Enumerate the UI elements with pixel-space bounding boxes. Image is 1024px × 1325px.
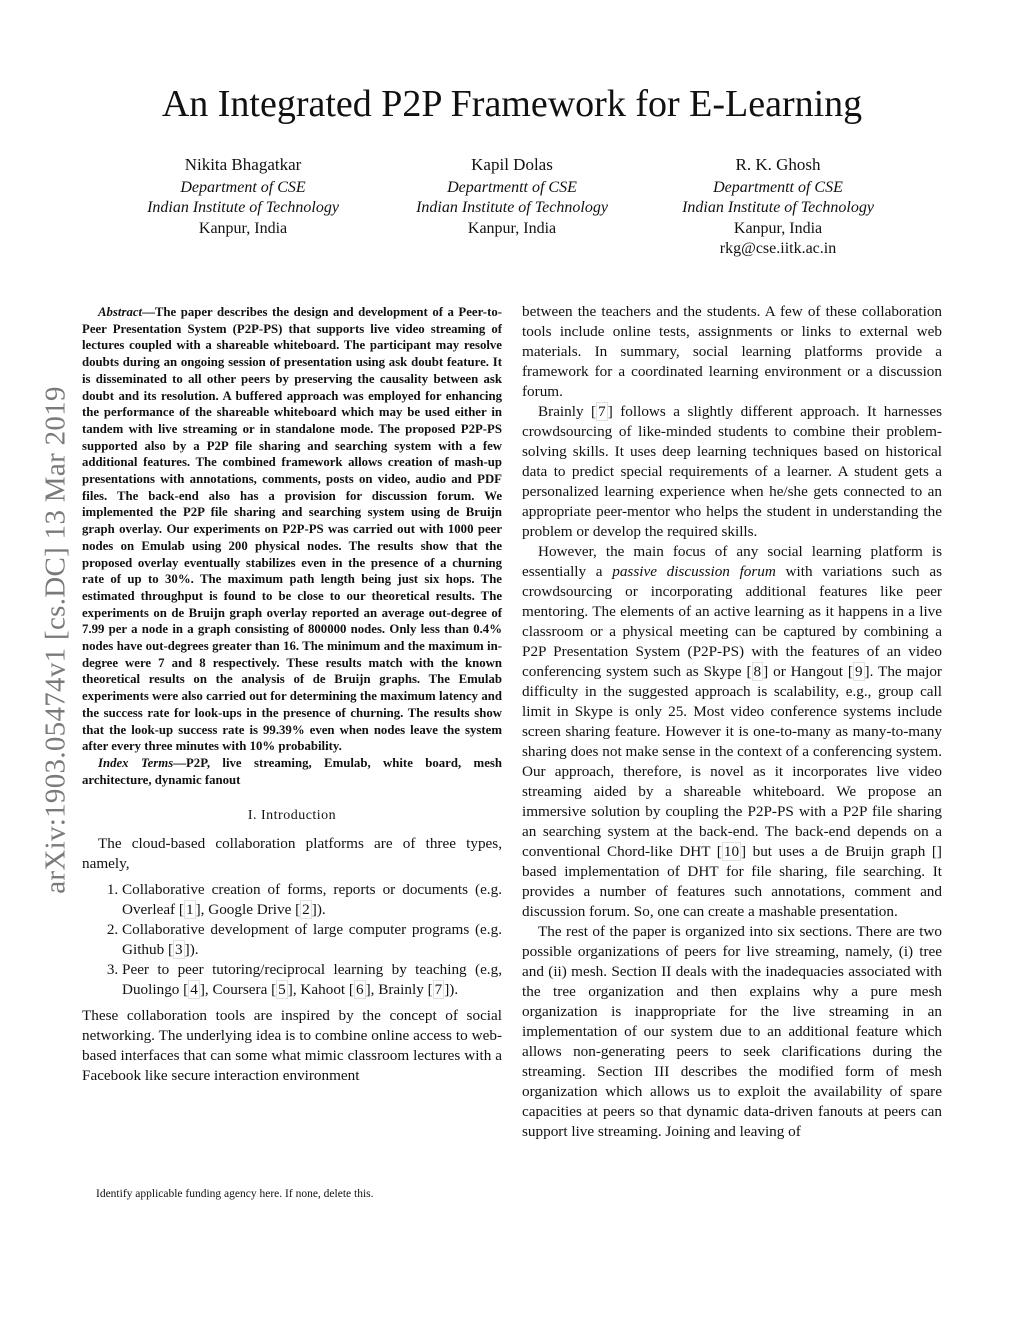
author-institution: Indian Institute of Technology [416,199,608,216]
author-location: Kanpur, India [467,219,557,237]
body-paragraph: Brainly [ 7 ] follows a slightly different approach. It harnesses crowdsourcing of like-minded students to combine their problem-solving skills. It uses deep learning techniques based on historical data to predict special requirements of a learner. A student gets a personalized learning experience when he/she gets connected to an appropriate peer-mentor who helps the student in understanding the problem or develop the required skills. [522,403,942,540]
intro-paragraph: The cloud-based collaboration platforms are of three types, namely, [82,835,502,873]
left-column [82,304,502,1086]
citation-link[interactable]: 8 [753,663,762,680]
index-terms-text: —P2P, live streaming, Emulab, white board, mesh architecture, dynamic fanout [82,755,502,787]
citation-link[interactable]: 10 [723,843,740,860]
citation-link[interactable]: 4 [190,981,198,999]
body-paragraph: The rest of the paper is organized into six sections. There are two possible organizations of peers for live streaming, namely, (i) tree and (ii) mesh. Section II deals with the inadequacies associated with the tree organization and then explains why a pure mesh organization is inappropriate for the live streaming in an implementation of our system due to an additional feature which allows non-generating peers to seek clarifications during the streaming. Section III describes the modified form of mesh organization which allows us to exploit the availability of spare capacities at peers so that dynamic data-driven fanouts at peers can support live streaming. Joining and leaving of [522,923,942,1140]
citation-link[interactable]: 2 [302,901,310,919]
right-column [522,302,942,1142]
citation-link[interactable]: 9 [854,663,863,680]
author-name: R. K. Ghosh [735,155,821,174]
author-name: Nikita Bhagatkar [184,155,302,174]
index-terms-label: Index Terms [98,755,174,770]
platform-type-list [82,880,502,1000]
footnote: Identify applicable funding agency here. If none, delete this. [96,1188,374,1200]
index-terms [82,755,502,788]
author-location: Kanpur, India [198,219,288,237]
abstract [82,304,502,755]
author-institution: Indian Institute of Technology [147,199,339,216]
section-heading-introduction: I. Introduction [247,808,337,824]
author-name: Kapil Dolas [471,155,553,174]
author-department: Departmentt of CSE [713,178,843,196]
citation-link[interactable]: 7 [598,403,606,420]
citation-link[interactable]: 7 [434,981,443,999]
citation-link[interactable]: 3 [175,941,183,959]
abstract-label: Abstract [98,305,143,319]
abstract-text: —The paper describes the design and development of a Peer-to-Peer Presentation System (P2P-PS) that supports live video streaming of lectures coupled with a shareable whiteboard. The participant may resolve doubts during an ongoing session of presentation using ask doubt feature. It is disseminated to all other peers by preserving the causality between ask doubt and its resolution. A buffered approach was employed for enhancing the performance of the shareable whiteboard which may be used either in tandem with live streaming or in standalone mode. The proposed P2P-PS supported also by a P2P file sharing and searching system with a few additional features. The combined framework allows creation of mash-up presentations with annotations, comments, posts on video, audio and PDF files. The back-end also has a provision for discussion forum. We implemented the P2P file sharing and searching system using de Bruijn graph overlay. Our experiments on P2P-PS was carried out with 1000 peer nodes on Emulab using 200 physical nodes. The results show that the proposed overlay eventually stabilizes even in the presence of a churning rate of up to 30%. The maximum path length being just six hops. The estimated throughput is found to be close to our theoretical results. The experiments on de Bruijn graph overlay reported an average out-degree of 7.99 per a node in a graph consisting of 800000 nodes. Only less than 0.4% nodes have out-degrees greater than 16. The minimum and the maximum in-degree were 7 and 8 respectively. These results match with the known theoretical results on the analysis of de Bruijn graphs. The Emulab experiments were also carried out for determining the maximum latency and the success rate for look-ups in the presence of churning. The results show that the look-up success rate is 99.39% even when nodes leave the system after every three minutes with 10% probability. [82,305,502,754]
citation-link[interactable]: 6 [355,981,364,999]
citation-link[interactable]: 1 [185,901,194,919]
body-paragraph: between the teachers and the students. A few of these collaboration tools include online tests, assignments or links to external web materials. In summary, social learning platforms provide a framework for a coordinated learning environment or a discussion forum. [522,303,942,400]
list-item: 2. Collaborative development of large computer programs (e.g. Github [ 3 ]). [122,920,502,960]
body-paragraph: However, the main focus of any social learning platform is essentially a passive discussion forum with variations such as crowdsourcing or incorporating additional features like peer mentoring. The elements of an active learning as it happens in a live classroom or a physical meeting can be captured by combining a P2P Presentation System (P2P-PS) with the features of an video conferencing system such as Skype [ 8 ] or Hangout [ 9 ]. The major difficulty in the suggested approach is scalability, e.g., group call limit in Skype is only 25. Most video conference systems include screen sharing feature. However it is one-to-many as many-to-many sharing does not make sense in the context of a conferencing system. Our approach, therefore, is novel as it incorporates live video streaming aided by a shareable whiteboard. We propose an immersive solution by coupling the P2P-PS with a P2P file sharing an searching system at the back-end. The back-end depends on a conventional Chord-like DHT [ 10 ] but uses a de Bruijn graph [] based implementation of DHT for file sharing, file searching. It provides a number of features such annotations, comment and discussion forum. So, one can create a mashable presentation. [522,543,942,920]
citation-link[interactable]: 5 [278,981,286,999]
list-item: 1. Collaborative creation of forms, reports or documents (e.g. Overleaf [ 1 ], Google Drive [ 2 ]). [122,880,502,920]
arxiv-identifier[interactable]: arXiv:1903.05474v1 [cs.DC] 13 Mar 2019 [39,386,72,894]
author-email[interactable]: rkg@cse.iitk.ac.in [719,240,837,257]
author-block-3 [618,155,938,260]
author-department: Departmentt of CSE [447,178,577,196]
body-paragraph: These collaboration tools are inspired by the concept of social networking. The underlying idea is to combine online access to web-based interfaces that can some what mimic classroom lectures with a Facebook like secure interaction environment [82,1007,502,1085]
paper-title: An Integrated P2P Framework for E-Learning [161,83,863,125]
author-location: Kanpur, India [733,219,823,237]
list-item: 3. Peer to peer tutoring/reciprocal learning by teaching (e.g, Duolingo [ 4 ], Coursera [ 5 ], Kahoot [ 6 ], Brainly [ 7 ]). [122,960,502,1000]
author-department: Department of CSE [180,178,306,196]
author-institution: Indian Institute of Technology [682,199,874,216]
